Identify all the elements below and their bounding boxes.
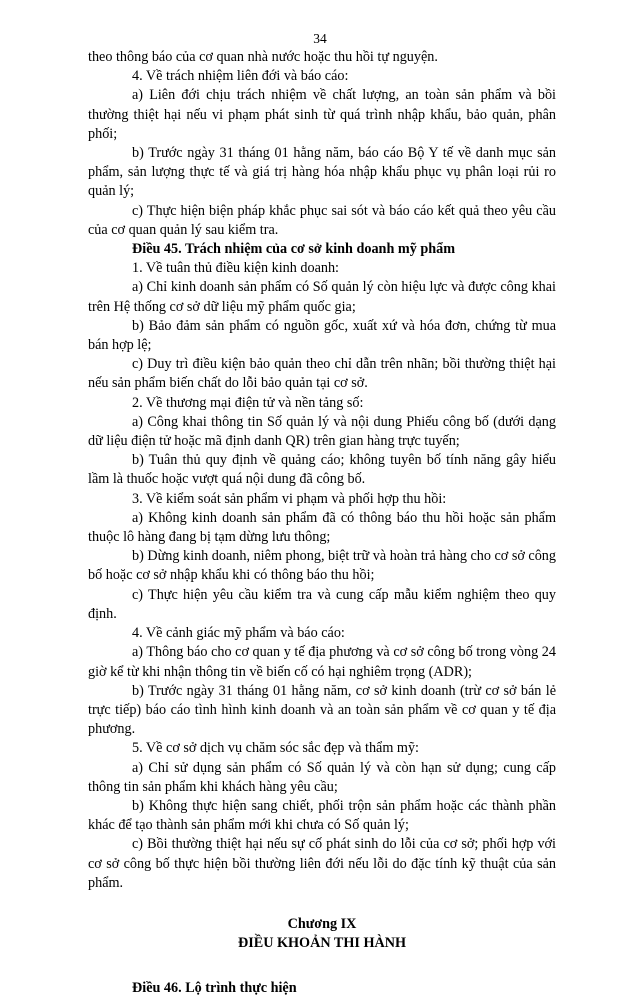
clause-heading: 1. Về tuân thủ điều kiện kinh doanh:: [132, 260, 340, 277]
clause-heading: 4. Về cảnh giác mỹ phẩm và báo cáo:: [132, 625, 345, 642]
paragraph: theo thông báo của cơ quan nhà nước hoặc thu hồi tự nguyện.: [88, 49, 438, 65]
clause-heading: 4. Về trách nhiệm liên đới và báo cáo:: [132, 68, 349, 85]
paragraph: a) Chỉ sử dụng sản phẩm có Số quản lý và còn hạn sử dụng; cung cấp thông tin sản phẩm khi khách hàng yêu cầu;: [88, 759, 556, 795]
paragraph: b) Trước ngày 31 tháng 01 hằng năm, báo cáo Bộ Y tế về danh mục sản phẩm, sản lượng thực tế và giá trị hàng hóa nhập khẩu phục vụ phân loại rủi ro quản lý;: [88, 145, 556, 200]
paragraph: b) Không thực hiện sang chiết, phối trộn sản phẩm hoặc các thành phần khác để tạo thành sản phẩm mới khi chưa có Số quản lý;: [88, 797, 556, 834]
paragraph: b) Dừng kinh doanh, niêm phong, biệt trữ và hoàn trả hàng cho cơ sở công bố hoặc cơ sở nhập khẩu khi có thông báo thu hồi;: [88, 548, 556, 584]
paragraph: a) Không kinh doanh sản phẩm đã có thông báo thu hồi hoặc sản phẩm thuộc lô hàng đang bị tạm dừng lưu thông;: [88, 509, 556, 546]
clause-heading: 2. Về thương mại điện tử và nền tảng số:: [132, 394, 364, 411]
paragraph: a) Chỉ kinh doanh sản phẩm có Số quản lý còn hiệu lực và được công khai trên Hệ thống cơ sở dữ liệu mỹ phẩm quốc gia;: [88, 279, 556, 315]
paragraph: b) Bảo đảm sản phẩm có nguồn gốc, xuất xứ và hóa đơn, chứng từ mua bán hợp lệ;: [88, 317, 556, 354]
paragraph: a) Liên đới chịu trách nhiệm về chất lượng, an toàn sản phẩm và bồi thường thiệt hại nếu vi phạm phát sinh từ quá trình nhập khẩu, bảo quản, phân phối;: [88, 87, 556, 142]
document-body: [88, 48, 556, 999]
paragraph: c) Bồi thường thiệt hại nếu sự cố phát sinh do lỗi của cơ sở; phối hợp với cơ sở công bố thực hiện bồi thường liên đới nếu lỗi do đặc tính kỹ thuật của sản phẩm.: [88, 836, 556, 891]
paragraph: c) Duy trì điều kiện bảo quản theo chỉ dẫn trên nhãn; bồi thường thiệt hại nếu sản phẩm biến chất do lỗi bảo quản tại cơ sở.: [88, 356, 556, 392]
article-heading: Điều 45. Trách nhiệm của cơ sở kinh doanh mỹ phẩm: [132, 241, 456, 258]
paragraph: a) Công khai thông tin Số quản lý và nội dung Phiếu công bố (dưới dạng dữ liệu điện tử hoặc mã định danh QR) trên gian hàng trực tuyến;: [88, 413, 556, 450]
article-heading: Điều 46. Lộ trình thực hiện: [132, 980, 297, 997]
paragraph: b) Trước ngày 31 tháng 01 hằng năm, cơ sở kinh doanh (trừ cơ sở bán lẻ trực tiếp) báo cáo tình hình kinh doanh và an toàn sản phẩm về cơ quan y tế địa phương.: [88, 682, 556, 738]
clause-heading: 5. Về cơ sở dịch vụ chăm sóc sắc đẹp và thẩm mỹ:: [132, 740, 419, 757]
paragraph: b) Tuân thủ quy định về quảng cáo; không tuyên bố tính năng gây hiểu lầm là thuốc hoặc vượt quá nội dung đã công bố.: [88, 452, 556, 488]
page-number: 34: [313, 31, 327, 46]
clause-heading: 3. Về kiểm soát sản phẩm vi phạm và phối hợp thu hồi:: [132, 490, 447, 507]
paragraph: c) Thực hiện biện pháp khắc phục sai sót và báo cáo kết quả theo yêu cầu của cơ quan quản lý sau kiểm tra.: [88, 202, 556, 238]
chapter-title: ĐIỀU KHOẢN THI HÀNH: [237, 935, 407, 952]
paragraph: a) Thông báo cho cơ quan y tế địa phương và cơ sở công bố trong vòng 24 giờ kể từ khi nhận thông tin về biến cố có hại nghiêm trọng (ADR);: [88, 644, 556, 680]
paragraph: c) Thực hiện yêu cầu kiểm tra và cung cấp mẫu kiểm nghiệm theo quy định.: [88, 586, 556, 622]
chapter-number: Chương IX: [287, 915, 357, 932]
